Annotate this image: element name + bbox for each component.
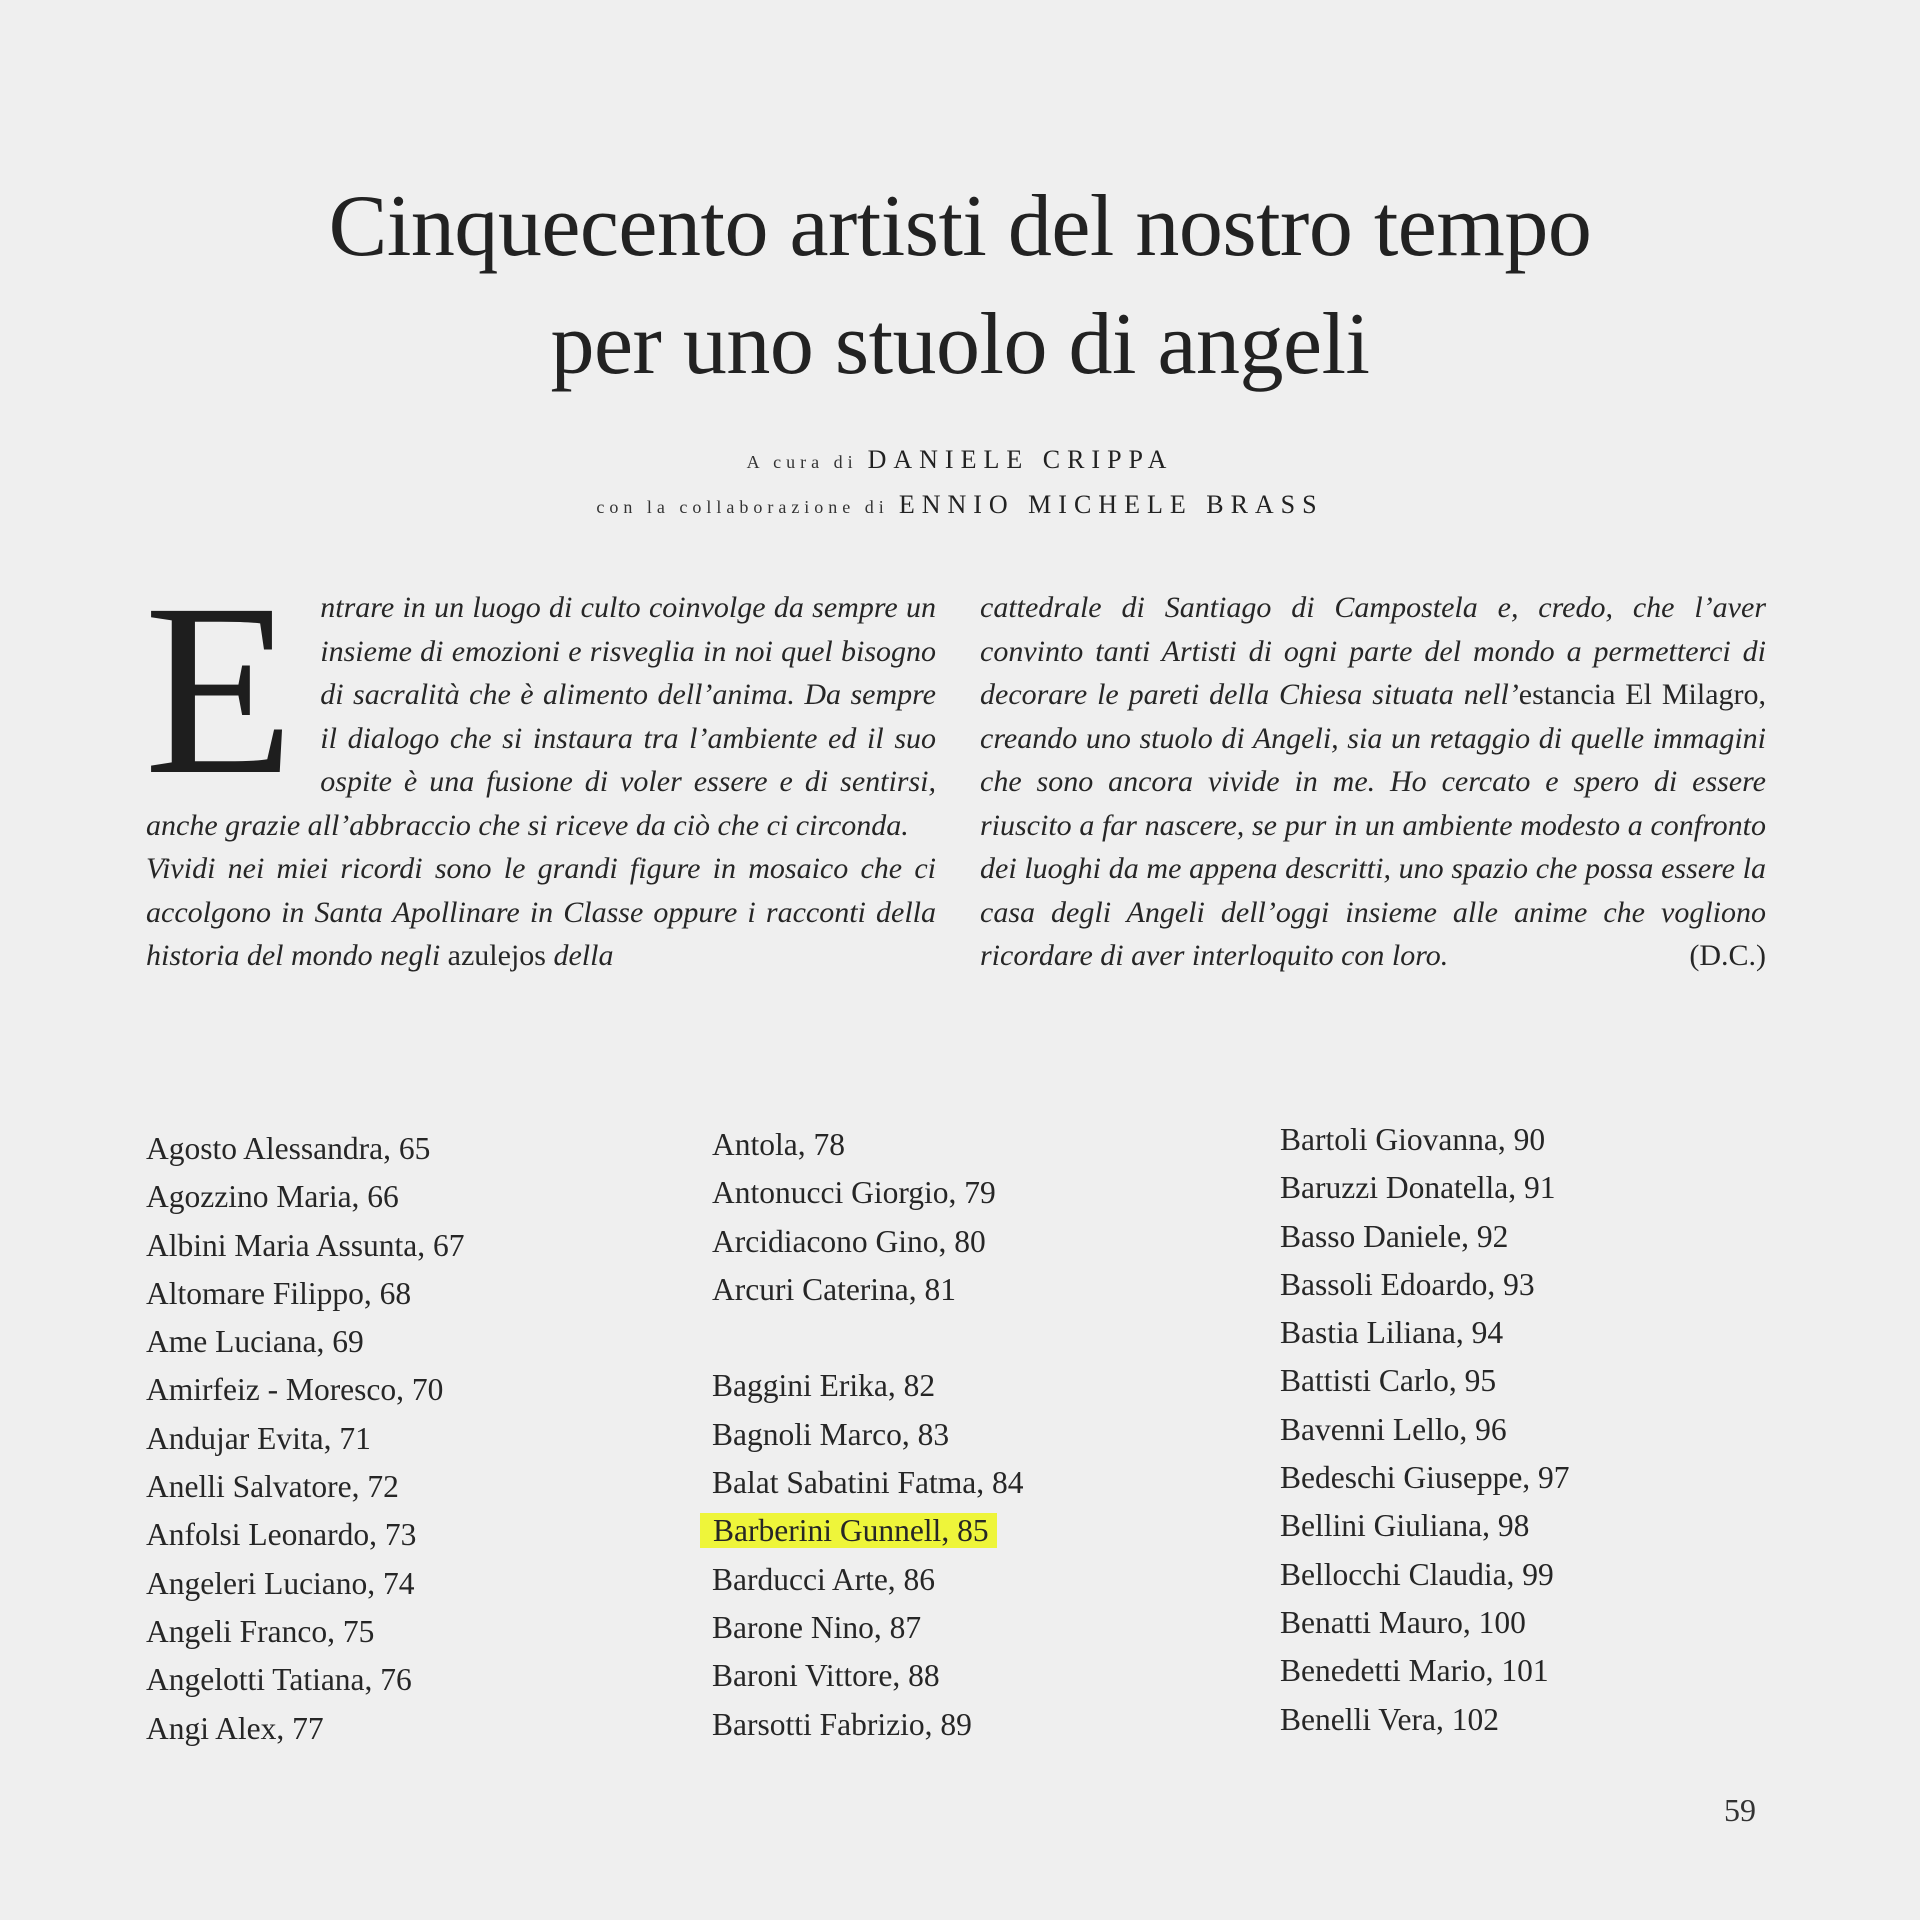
curator-name: DANIELE CRIPPA xyxy=(867,445,1174,474)
index-entry: Altomare Filippo, 68 xyxy=(146,1275,412,1311)
page-number: 59 xyxy=(1724,1792,1756,1828)
index-entry: Angi Alex, 77 xyxy=(146,1710,324,1746)
index-entry: Baggini Erika, 82 xyxy=(712,1368,936,1404)
index-entry: Ame Luciana, 69 xyxy=(146,1324,364,1360)
index-entry: Anelli Salvatore, 72 xyxy=(146,1469,399,1505)
intro-paragraph-3-end: creando uno stuolo di Angeli, sia un retaggio di quelle immagini che sono ancora vivide in me. Ho cercato e spero di essere riuscito a far nascere, se pur in un ambiente modesto a confronto dei luoghi da me appena descritti, uno spazio che possa essere la casa degli Angeli dell’oggi insieme alle anime che vogliono ricordare di aver interloquito con loro. xyxy=(980,721,1766,972)
index-entry: Benedetti Mario, 101 xyxy=(1280,1653,1549,1689)
index-entry: Agozzino Maria, 66 xyxy=(146,1179,399,1215)
index-entry: Amirfeiz - Moresco, 70 xyxy=(146,1372,444,1408)
index-entry: Angelotti Tatiana, 76 xyxy=(146,1662,412,1698)
index-entry: Basso Daniele, 92 xyxy=(1280,1218,1509,1254)
index-entry: Bartoli Giovanna, 90 xyxy=(1280,1122,1546,1157)
index-entry: Antola, 78 xyxy=(712,1127,845,1162)
title-line-2: per uno stuolo di angeli xyxy=(550,296,1370,393)
index-entry: Balat Sabatini Fatma, 84 xyxy=(712,1465,1024,1501)
index-entry: Arcidiacono Gino, 80 xyxy=(712,1223,986,1259)
curator-credit xyxy=(0,445,1920,475)
collaborator-credit xyxy=(0,490,1920,520)
artist-index-column-3 xyxy=(1280,1116,1570,1744)
index-entry: Antonucci Giorgio, 79 xyxy=(712,1175,996,1211)
index-entry: Angeli Franco, 75 xyxy=(146,1613,375,1649)
index-entry: Barsotti Fabrizio, 89 xyxy=(712,1706,972,1742)
title-line-1: Cinquecento artisti del nostro tempo xyxy=(328,178,1592,275)
index-entry: Bassoli Edoardo, 93 xyxy=(1280,1266,1535,1302)
index-entry: Albini Maria Assunta, 67 xyxy=(146,1227,465,1263)
index-entry: Barone Nino, 87 xyxy=(712,1609,922,1645)
curator-prefix: A cura di xyxy=(746,452,858,472)
index-entry: Battisti Carlo, 95 xyxy=(1280,1363,1497,1399)
intro-paragraph-3 xyxy=(980,586,1766,978)
index-entry: Barducci Arte, 86 xyxy=(712,1561,936,1597)
intro-paragraph-2 xyxy=(146,847,936,978)
intro-text-right xyxy=(980,586,1766,978)
intro-paragraph-2-end: della xyxy=(553,939,614,972)
index-entry: Bellini Giuliana, 98 xyxy=(1280,1508,1530,1544)
page-title xyxy=(0,168,1920,404)
artist-index-column-1 xyxy=(146,1125,464,1753)
intro-paragraph-3-text: cattedrale di Santiago di Campostela e, credo, che l’aver convinto tanti Artisti di ogni parte del mondo a permetterci di decorare le pareti della Chiesa situata nell’ xyxy=(980,591,1766,711)
index-entry: Benatti Mauro, 100 xyxy=(1280,1604,1526,1640)
index-entry: Agosto Alessandra, 65 xyxy=(146,1131,431,1166)
collaborator-prefix: con la collaborazione di xyxy=(596,497,889,517)
signature: (D.C.) xyxy=(1689,939,1766,972)
index-entry: Andujar Evita, 71 xyxy=(146,1420,371,1456)
index-entry-highlighted xyxy=(712,1507,1023,1555)
index-entry: Bellocchi Claudia, 99 xyxy=(1280,1556,1554,1592)
index-entry: Baroni Vittore, 88 xyxy=(712,1658,940,1694)
intro-paragraph-2-text: Vividi nei miei ricordi sono le grandi figure in mosaico che ci accolgono in Santa Apollinare in Classe oppure i racconti della historia del mondo negli xyxy=(146,852,936,972)
index-entry: Bastia Liliana, 94 xyxy=(1280,1315,1504,1351)
collaborator-name: ENNIO MICHELE BRASS xyxy=(898,490,1324,519)
highlighted-entry: Barberini Gunnell, 85 xyxy=(700,1513,997,1548)
index-entry: Bagnoli Marco, 83 xyxy=(712,1416,950,1452)
intro-paragraph-1: ntrare in un luogo di culto coinvolge da sempre un insieme di emozioni e risveglia in noi quel bisogno di sacralità che è alimento dell’anima. Da sempre il dialogo che si instaura tra l’ambiente ed il suo ospite è una fusione di voler essere e di sentirsi, anche grazie all’abbraccio che si riceve da ciò che ci circonda. xyxy=(146,591,936,842)
index-entry: Benelli Vera, 102 xyxy=(1280,1701,1499,1737)
azulejos-term: azulejos xyxy=(447,939,546,972)
estancia-name: estancia El Milagro, xyxy=(1518,678,1767,711)
index-entry: Angeleri Luciano, 74 xyxy=(146,1565,415,1601)
index-entry: Bedeschi Giuseppe, 97 xyxy=(1280,1460,1570,1496)
index-entry: Anfolsi Leonardo, 73 xyxy=(146,1517,417,1553)
artist-index-column-2 xyxy=(712,1121,1023,1749)
drop-cap: E xyxy=(144,554,295,826)
index-entry: Arcuri Caterina, 81 xyxy=(712,1271,957,1307)
index-entry: Bavenni Lello, 96 xyxy=(1280,1411,1507,1447)
intro-text-left xyxy=(144,554,936,978)
index-entry: Baruzzi Donatella, 91 xyxy=(1280,1170,1556,1206)
